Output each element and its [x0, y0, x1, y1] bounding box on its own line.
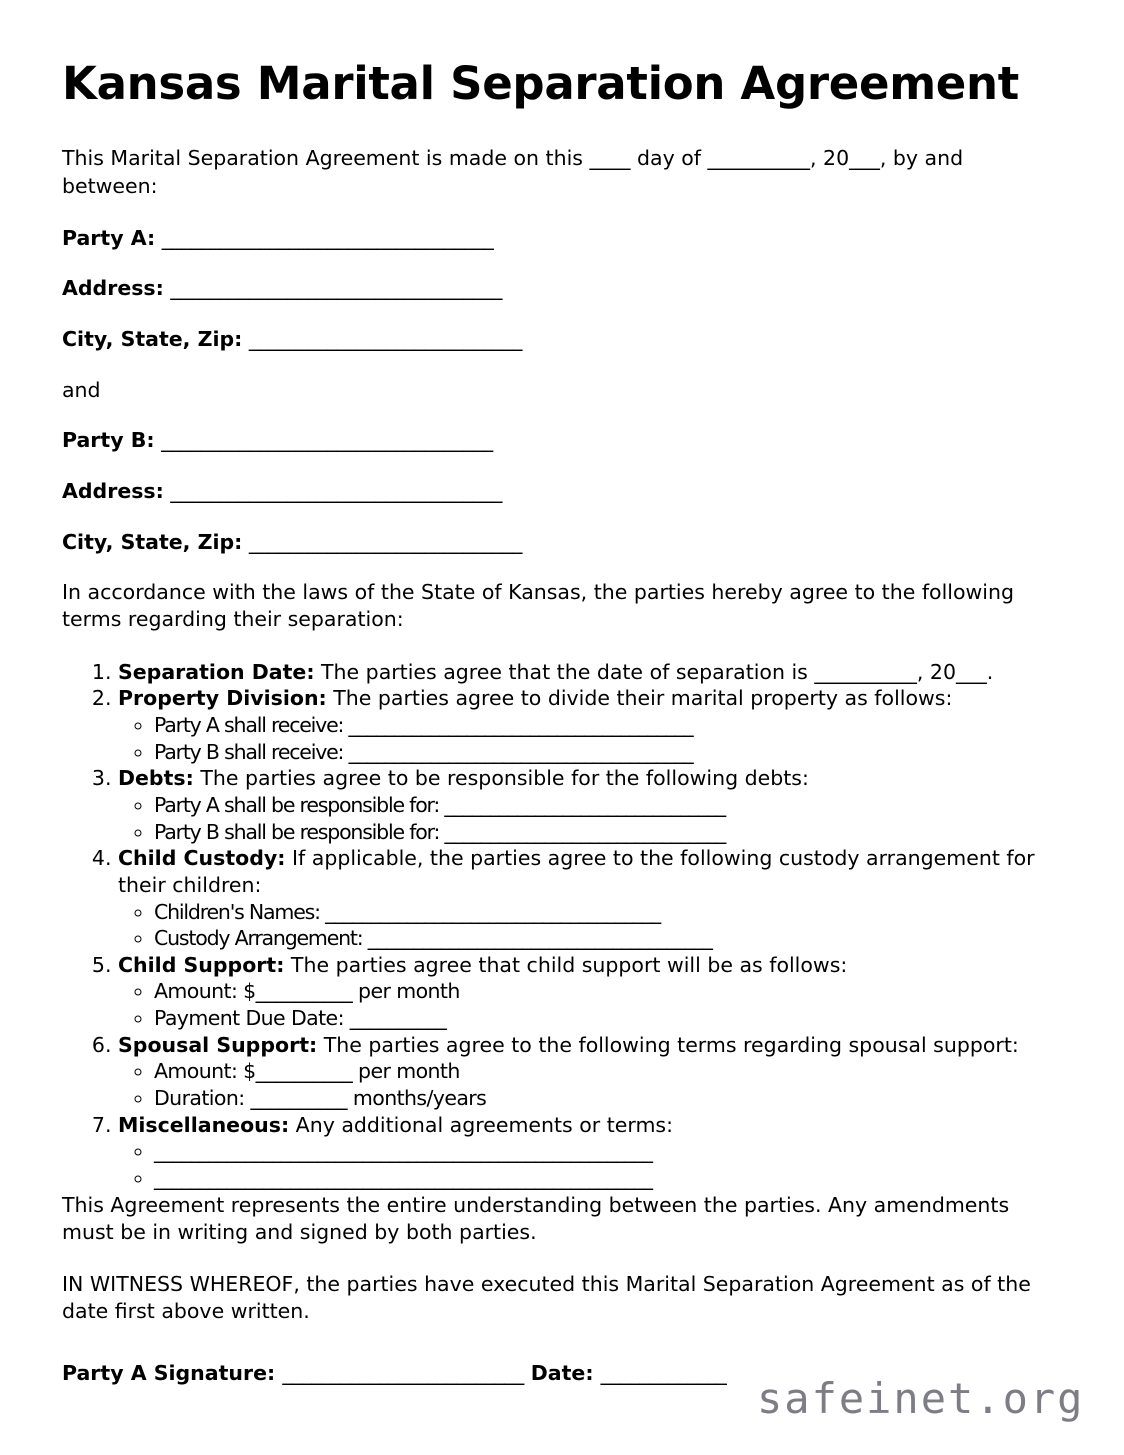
term-item — [118, 1112, 1062, 1192]
term-subitem — [154, 792, 1062, 819]
term-item — [118, 845, 1062, 952]
field-label: City, State, Zip: — [62, 327, 243, 352]
term-subitem — [154, 1085, 1062, 1112]
field-label: City, State, Zip: — [62, 529, 243, 554]
term-subitem-text[interactable]: Party B shall be responsible for: _______________________________ — [154, 819, 726, 844]
field-blank[interactable]: __________________________________ — [170, 276, 502, 301]
term-sublist — [118, 712, 1062, 765]
term-subitem — [154, 739, 1062, 766]
term-heading-row — [118, 1033, 1019, 1057]
accordance-paragraph: In accordance with the laws of the State of Kansas, the parties hereby agree to the following terms regarding their separation: — [62, 580, 1014, 632]
field-party-b-citystatezip — [62, 529, 1062, 556]
term-subitem — [154, 1138, 1062, 1165]
term-text: The parties agree to the following terms regarding spousal support: — [317, 1032, 1019, 1057]
term-text: The parties agree that the date of separation is __________, 20___. — [314, 659, 994, 684]
closing-paragraph-2: IN WITNESS WHEREOF, the parties have executed this Marital Separation Agreement as of the date first above written. — [62, 1272, 1031, 1324]
date-blank[interactable]: _____________ — [600, 1360, 727, 1385]
term-text: The parties agree to be responsible for the following debts: — [193, 766, 809, 791]
term-subitem — [154, 1005, 1062, 1032]
field-party-a-address — [62, 275, 1062, 302]
term-subitem-text[interactable]: Custody Arrangement: ______________________________________ — [154, 926, 712, 951]
term-subitem-text[interactable]: Duration: __________ months/years — [154, 1085, 487, 1110]
conjunction-and: and — [62, 377, 101, 402]
term-subitem — [154, 899, 1062, 926]
term-heading-row — [118, 766, 809, 790]
term-subitem-text[interactable]: Children's Names: _____________________________________ — [154, 899, 660, 924]
term-heading: Debts: — [118, 766, 194, 791]
term-text: The parties agree to divide their marital property as follows: — [326, 686, 953, 711]
field-party-a-citystatezip — [62, 326, 1062, 353]
field-blank[interactable]: __________________________________ — [161, 428, 493, 453]
term-subitem — [154, 712, 1062, 739]
term-item — [118, 1032, 1062, 1112]
term-text: Any additional agreements or terms: — [289, 1112, 674, 1137]
term-heading: Separation Date: — [118, 659, 315, 684]
term-sublist — [118, 899, 1062, 952]
party-a-signature-blank[interactable]: _________________________ — [282, 1360, 524, 1385]
term-subitem-text[interactable]: Amount: $__________ per month — [154, 1059, 460, 1084]
term-item — [118, 952, 1062, 1032]
field-label: Party A: — [62, 225, 156, 250]
term-heading: Miscellaneous: — [118, 1112, 290, 1137]
field-blank[interactable]: ____________________________ — [248, 529, 522, 554]
intro-paragraph: This Marital Separation Agreement is made on this ____ day of __________, 20___, by and between: — [62, 146, 964, 198]
term-subitem-text[interactable]: Party A shall receive: ______________________________________ — [154, 713, 693, 738]
term-heading-row — [118, 686, 952, 710]
term-heading: Spousal Support: — [118, 1032, 318, 1057]
field-party-b-name — [62, 427, 1062, 454]
field-blank[interactable]: __________________________________ — [170, 478, 502, 503]
term-heading: Child Support: — [118, 952, 285, 977]
party-a-signature-label: Party A Signature: — [62, 1360, 276, 1385]
term-sublist — [118, 1058, 1062, 1111]
term-subitem — [154, 819, 1062, 846]
field-party-b-address — [62, 478, 1062, 505]
term-sublist — [118, 1138, 1062, 1191]
term-subitem-text[interactable]: _______________________________________________________ — [154, 1139, 652, 1164]
term-heading-row — [118, 660, 993, 684]
term-subitem-text[interactable]: Amount: $__________ per month — [154, 979, 460, 1004]
term-sublist — [118, 792, 1062, 845]
page-title: Kansas Marital Separation Agreement — [62, 57, 1019, 110]
field-label: Address: — [62, 478, 164, 503]
site-watermark: safeinet.org — [757, 1374, 1085, 1423]
term-heading: Property Division: — [118, 686, 327, 711]
term-heading-row — [118, 1113, 673, 1137]
term-subitem-text[interactable]: Party B shall receive: ______________________________________ — [154, 739, 693, 764]
term-subitem-text[interactable]: _______________________________________________________ — [154, 1165, 652, 1190]
term-heading-row — [118, 846, 1035, 897]
term-item — [118, 765, 1062, 845]
term-heading-row — [118, 953, 847, 977]
term-item — [118, 659, 1062, 686]
field-blank[interactable]: ____________________________ — [248, 327, 522, 352]
term-subitem — [154, 1058, 1062, 1085]
term-text: If applicable, the parties agree to the following custody arrangement for their children: — [118, 846, 1035, 897]
term-subitem — [154, 925, 1062, 952]
term-subitem-text[interactable]: Party A shall be responsible for: _______________________________ — [154, 792, 725, 817]
field-party-a-name — [62, 225, 1062, 252]
field-label: Address: — [62, 276, 164, 301]
term-text: The parties agree that child support will be as follows: — [284, 952, 848, 977]
closing-paragraph-1: This Agreement represents the entire understanding between the parties. Any amendments must be in writing and signed by both parties. — [62, 1192, 1010, 1244]
date-label: Date: — [530, 1360, 594, 1385]
term-item — [118, 685, 1062, 765]
terms-list — [62, 659, 1062, 1192]
term-heading: Child Custody: — [118, 846, 286, 871]
document-body — [62, 57, 1062, 1386]
field-blank[interactable]: __________________________________ — [161, 225, 494, 250]
term-subitem — [154, 1165, 1062, 1192]
term-sublist — [118, 978, 1062, 1031]
field-label: Party B: — [62, 428, 155, 453]
term-subitem-text[interactable]: Payment Due Date: __________ — [154, 1006, 447, 1031]
term-subitem — [154, 978, 1062, 1005]
